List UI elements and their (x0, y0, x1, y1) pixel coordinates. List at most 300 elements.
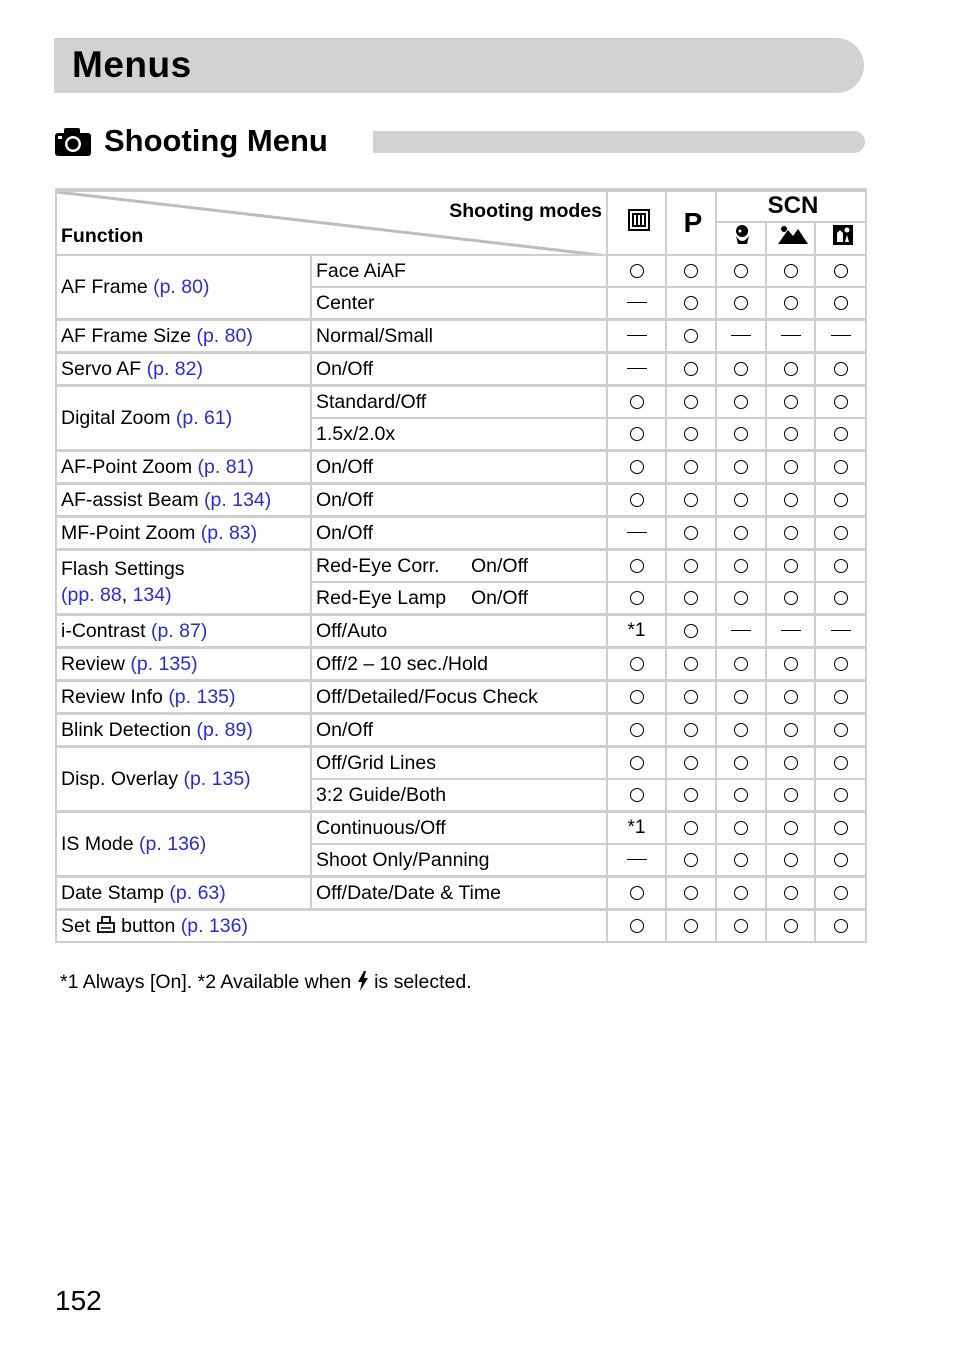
table-row (56, 255, 866, 287)
availability-circle-cell (716, 517, 766, 550)
function-name: Disp. Overlay (61, 767, 184, 790)
availability-circle-cell (666, 615, 716, 648)
page-link[interactable]: 134) (132, 584, 172, 606)
option-value: On/Off (471, 554, 529, 577)
available-mark (734, 853, 748, 867)
function-name: i-Contrast (61, 619, 151, 642)
function-name-suffix: button (115, 914, 181, 937)
availability-circle-cell (716, 844, 766, 877)
availability-circle-cell (607, 681, 666, 714)
available-mark (834, 756, 848, 770)
availability-dash-cell (716, 320, 766, 353)
available-mark (834, 264, 848, 278)
available-mark (684, 886, 698, 900)
available-mark (684, 296, 698, 310)
header-function-cell (56, 190, 607, 255)
availability-circle-cell (815, 550, 866, 583)
availability-circle-cell (815, 714, 866, 747)
page-link[interactable]: (p. 82) (146, 357, 203, 380)
function-cell (56, 353, 311, 386)
available-mark (734, 919, 748, 933)
landscape-scene-cell (766, 222, 815, 255)
availability-circle-cell (815, 353, 866, 386)
portrait-scene-icon (733, 224, 753, 246)
availability-circle-cell (815, 517, 866, 550)
available-mark (834, 493, 848, 507)
available-mark (784, 460, 798, 474)
function-cell (56, 451, 311, 484)
availability-circle-cell (716, 681, 766, 714)
availability-circle-cell (716, 877, 766, 910)
option-name: Off/Detailed/Focus Check (316, 685, 538, 708)
available-mark (630, 427, 644, 441)
availability-dash-cell (766, 615, 815, 648)
shooting-modes-label: Shooting modes (449, 200, 602, 222)
availability-circle-cell (666, 287, 716, 320)
p-mode-icon: P (683, 207, 703, 238)
footnote (60, 971, 472, 994)
available-mark (734, 559, 748, 573)
table-row (56, 812, 866, 845)
availability-circle-cell (666, 418, 716, 451)
availability-circle-cell (666, 255, 716, 287)
unavailable-mark (781, 335, 801, 336)
availability-circle-cell (815, 877, 866, 910)
availability-dash-cell (716, 615, 766, 648)
availability-circle-cell (666, 550, 716, 583)
available-mark (684, 591, 698, 605)
availability-circle-cell (815, 386, 866, 419)
availability-circle-cell (766, 353, 815, 386)
availability-circle-cell (666, 386, 716, 419)
function-cell (56, 714, 311, 747)
available-mark (630, 919, 644, 933)
auto-mode-icon (628, 209, 650, 231)
availability-circle-cell (607, 386, 666, 419)
available-mark (784, 886, 798, 900)
available-mark (734, 460, 748, 474)
available-mark (684, 493, 698, 507)
table-row (56, 648, 866, 681)
table-row (56, 550, 866, 583)
function-cell (56, 615, 311, 648)
available-mark (834, 591, 848, 605)
page-link[interactable]: (p. 80) (196, 324, 253, 347)
table-row (56, 517, 866, 550)
available-mark (834, 362, 848, 376)
option-name: Off/Auto (316, 619, 388, 642)
availability-circle-cell (766, 747, 815, 780)
unavailable-mark (627, 302, 647, 303)
option-cell (311, 615, 607, 648)
function-cell (56, 517, 311, 550)
available-mark (834, 657, 848, 671)
availability-dash-cell (607, 320, 666, 353)
available-mark (784, 690, 798, 704)
availability-circle-cell (716, 484, 766, 517)
footnote-text-post: is selected. (368, 971, 472, 993)
option-name: 1.5x/2.0x (316, 422, 396, 445)
availability-circle-cell (766, 648, 815, 681)
option-cell (311, 779, 607, 812)
available-mark (784, 756, 798, 770)
table-row (56, 615, 866, 648)
availability-circle-cell (666, 451, 716, 484)
available-mark (684, 723, 698, 737)
available-mark (734, 723, 748, 737)
option-cell (311, 681, 607, 714)
availability-circle-cell (666, 582, 716, 615)
available-mark (834, 460, 848, 474)
available-mark (630, 559, 644, 573)
availability-circle-cell (716, 386, 766, 419)
section-header (54, 120, 866, 164)
flash-icon (357, 971, 369, 991)
available-mark (834, 788, 848, 802)
available-mark (630, 395, 644, 409)
availability-circle-cell (716, 648, 766, 681)
available-mark (630, 591, 644, 605)
page-link[interactable]: (p. 80) (153, 275, 210, 298)
available-mark (834, 395, 848, 409)
auto-mode-cell (607, 190, 666, 255)
function-cell (56, 550, 311, 615)
option-name: Normal/Small (316, 324, 434, 347)
availability-circle-cell (716, 550, 766, 583)
print-share-icon (96, 915, 116, 935)
function-cell (56, 910, 607, 943)
availability-circle-cell (815, 582, 866, 615)
option-cell (311, 550, 607, 583)
available-mark (734, 427, 748, 441)
available-mark (684, 395, 698, 409)
option-cell (311, 648, 607, 681)
available-mark (734, 756, 748, 770)
unavailable-mark (831, 335, 851, 336)
function-cell (56, 681, 311, 714)
table-row (56, 451, 866, 484)
landscape-scene-icon (778, 225, 808, 245)
availability-circle-cell (607, 550, 666, 583)
option-name: Face AiAF (316, 259, 406, 282)
section-title: Shooting Menu (104, 123, 328, 158)
availability-circle-cell (666, 877, 716, 910)
availability-circle-cell (815, 648, 866, 681)
page-link[interactable]: (p. 136) (180, 914, 248, 937)
available-mark (834, 526, 848, 540)
night-snapshot-icon (832, 224, 854, 246)
option-cell (311, 582, 607, 615)
availability-circle-cell (607, 255, 666, 287)
available-mark (784, 395, 798, 409)
availability-dash-cell (607, 517, 666, 550)
availability-circle-cell (815, 451, 866, 484)
option-cell (311, 747, 607, 780)
availability-circle-cell (666, 681, 716, 714)
available-mark (630, 788, 644, 802)
available-mark (784, 821, 798, 835)
available-mark (834, 821, 848, 835)
table-row (56, 681, 866, 714)
availability-circle-cell (766, 517, 815, 550)
availability-circle-cell (666, 747, 716, 780)
available-mark (734, 264, 748, 278)
page-link[interactable]: (p. 87) (150, 619, 208, 642)
header-row-1 (56, 190, 866, 222)
available-mark (684, 919, 698, 933)
available-mark (784, 723, 798, 737)
availability-circle-cell (716, 353, 766, 386)
availability-circle-cell (815, 418, 866, 451)
availability-circle-cell (607, 418, 666, 451)
table-row (56, 877, 866, 910)
option-cell (311, 812, 607, 845)
function-name: AF-Point Zoom (61, 455, 198, 478)
camera-icon (54, 127, 92, 157)
available-mark (784, 919, 798, 933)
available-mark (784, 493, 798, 507)
page-title: Menus (72, 44, 192, 85)
option-cell (311, 255, 607, 287)
page-link[interactable]: (p. 134) (204, 488, 272, 511)
available-mark (734, 526, 748, 540)
page-link[interactable]: (p. 136) (139, 832, 207, 855)
availability-circle-cell (607, 747, 666, 780)
option-cell (311, 451, 607, 484)
function-name: AF Frame Size (61, 324, 197, 347)
availability-circle-cell (766, 418, 815, 451)
option-name: 3:2 Guide/Both (316, 783, 447, 806)
option-cell (311, 353, 607, 386)
available-mark (784, 264, 798, 278)
option-cell (311, 714, 607, 747)
availability-circle-cell (607, 648, 666, 681)
function-name: Review Info (61, 685, 169, 708)
option-name: Standard/Off (316, 390, 427, 413)
table-row (56, 353, 866, 386)
availability-circle-cell (766, 812, 815, 845)
available-mark (630, 690, 644, 704)
unavailable-mark (627, 859, 647, 860)
function-name: Review (61, 652, 131, 675)
option-cell (311, 517, 607, 550)
page-link[interactable]: (p. 81) (197, 455, 254, 478)
available-mark (784, 788, 798, 802)
scn-mode-cell (716, 190, 866, 222)
available-mark (784, 296, 798, 310)
table-row (56, 320, 866, 353)
available-mark (734, 296, 748, 310)
function-cell (56, 877, 311, 910)
option-name: On/Off (316, 718, 374, 741)
availability-note: *1 (627, 620, 646, 641)
footnote-text-pre: *1 Always [On]. *2 Available when (60, 971, 357, 993)
availability-circle-cell (607, 877, 666, 910)
availability-circle-cell (716, 287, 766, 320)
available-mark (784, 427, 798, 441)
page-link[interactable]: (p. 135) (168, 685, 236, 708)
available-mark (684, 624, 698, 638)
function-cell (56, 386, 311, 451)
page-link[interactable]: (p. 135) (183, 767, 251, 790)
availability-circle-cell (766, 484, 815, 517)
night-scene-cell (815, 222, 866, 255)
option-cell (311, 386, 607, 419)
availability-circle-cell (607, 451, 666, 484)
available-mark (684, 690, 698, 704)
table-row (56, 714, 866, 747)
availability-circle-cell (815, 287, 866, 320)
available-mark (834, 296, 848, 310)
available-mark (834, 427, 848, 441)
option-name: Red-Eye Lamp (316, 586, 447, 609)
option-cell (311, 877, 607, 910)
page-link[interactable]: (p. 89) (196, 718, 253, 741)
page-number: 152 (55, 1285, 102, 1316)
available-mark (630, 756, 644, 770)
availability-circle-cell (716, 910, 766, 943)
availability-dash-cell (607, 353, 666, 386)
option-name: Shoot Only/Panning (316, 848, 490, 871)
availability-circle-cell (666, 714, 716, 747)
availability-circle-cell (716, 714, 766, 747)
availability-circle-cell (766, 910, 815, 943)
function-name: AF Frame (61, 275, 154, 298)
function-name: Flash Settings (61, 558, 185, 580)
function-name: Digital Zoom (61, 406, 176, 429)
function-name: IS Mode (61, 832, 140, 855)
availability-circle-cell (766, 844, 815, 877)
available-mark (684, 526, 698, 540)
function-cell (56, 484, 311, 517)
availability-circle-cell (666, 844, 716, 877)
available-mark (684, 329, 698, 343)
scn-label: SCN (767, 192, 819, 220)
function-name: Blink Detection (61, 718, 197, 741)
option-cell (311, 287, 607, 320)
available-mark (784, 657, 798, 671)
availability-circle-cell (766, 779, 815, 812)
availability-dash-cell (815, 615, 866, 648)
available-mark (684, 853, 698, 867)
availability-circle-cell (666, 910, 716, 943)
availability-circle-cell (607, 779, 666, 812)
function-name: MF-Point Zoom (61, 521, 201, 544)
availability-note: *1 (627, 817, 646, 838)
available-mark (834, 919, 848, 933)
option-name: Red-Eye Corr. (316, 554, 440, 577)
table-row (56, 386, 866, 419)
available-mark (834, 723, 848, 737)
option-value: On/Off (471, 586, 529, 609)
available-mark (734, 788, 748, 802)
unavailable-mark (781, 630, 801, 631)
availability-circle-cell (766, 287, 815, 320)
availability-circle-cell (607, 484, 666, 517)
availability-circle-cell (607, 582, 666, 615)
availability-circle-cell (607, 714, 666, 747)
unavailable-mark (627, 335, 647, 336)
function-cell (56, 812, 311, 877)
page-link[interactable]: (p. 83) (200, 521, 258, 544)
function-name: Set (61, 914, 96, 937)
option-name: Center (316, 291, 375, 314)
availability-circle-cell (815, 910, 866, 943)
page-link[interactable]: (p. 63) (169, 881, 226, 904)
availability-dash-cell (815, 320, 866, 353)
available-mark (734, 493, 748, 507)
option-name: Off/2 – 10 sec./Hold (316, 652, 488, 675)
available-mark (784, 591, 798, 605)
availability-circle-cell (815, 747, 866, 780)
available-mark (684, 657, 698, 671)
available-mark (834, 559, 848, 573)
available-mark (734, 821, 748, 835)
available-mark (630, 723, 644, 737)
unavailable-mark (627, 368, 647, 369)
availability-circle-cell (716, 812, 766, 845)
available-mark (784, 362, 798, 376)
available-mark (684, 559, 698, 573)
portrait-scene-cell (716, 222, 766, 255)
page-link[interactable]: (p. 135) (130, 652, 198, 675)
option-name: Off/Date/Date & Time (316, 881, 501, 904)
availability-circle-cell (666, 484, 716, 517)
availability-circle-cell (716, 582, 766, 615)
available-mark (630, 460, 644, 474)
function-cell (56, 255, 311, 320)
page-link[interactable]: (pp. 88 (61, 584, 122, 606)
unavailable-mark (831, 630, 851, 631)
page-title-bar (54, 38, 864, 93)
p-mode-cell (666, 190, 716, 255)
availability-circle-cell (607, 910, 666, 943)
availability-circle-cell (666, 320, 716, 353)
page-link[interactable]: (p. 61) (175, 406, 233, 429)
available-mark (734, 657, 748, 671)
available-mark (630, 264, 644, 278)
available-mark (684, 362, 698, 376)
availability-circle-cell (716, 255, 766, 287)
availability-circle-cell (716, 418, 766, 451)
available-mark (834, 886, 848, 900)
available-mark (684, 460, 698, 474)
function-name: Servo AF (61, 357, 147, 380)
available-mark (684, 427, 698, 441)
available-mark (784, 526, 798, 540)
availability-note-cell (607, 615, 666, 648)
option-cell (311, 418, 607, 451)
option-name: Off/Grid Lines (316, 751, 436, 774)
availability-circle-cell (716, 451, 766, 484)
function-cell (56, 320, 311, 353)
availability-circle-cell (815, 779, 866, 812)
available-mark (784, 853, 798, 867)
available-mark (734, 886, 748, 900)
unavailable-mark (731, 335, 751, 336)
availability-note-cell (607, 812, 666, 845)
availability-circle-cell (766, 255, 815, 287)
available-mark (684, 264, 698, 278)
availability-circle-cell (815, 255, 866, 287)
availability-dash-cell (766, 320, 815, 353)
function-name: Date Stamp (61, 881, 170, 904)
available-mark (734, 690, 748, 704)
availability-circle-cell (766, 877, 815, 910)
unavailable-mark (731, 630, 751, 631)
availability-circle-cell (815, 484, 866, 517)
function-label: Function (61, 225, 144, 247)
